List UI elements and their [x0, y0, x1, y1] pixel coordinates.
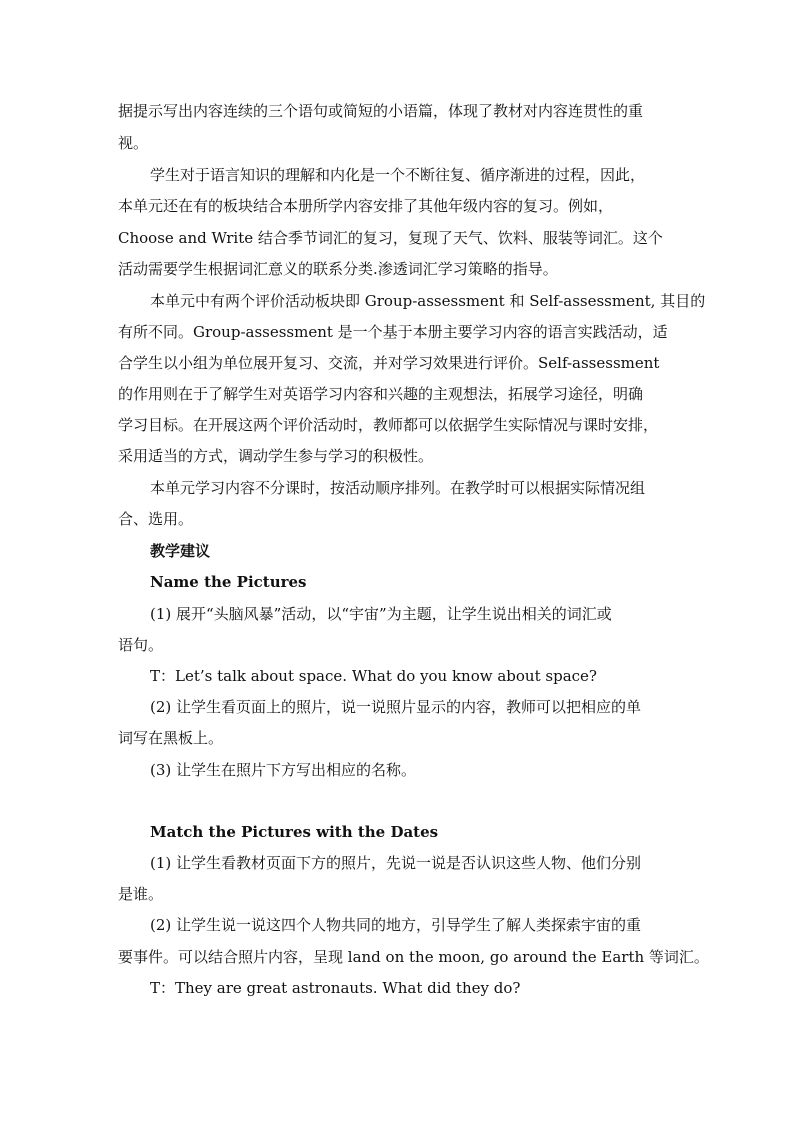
text-line: 学习目标。在开展这两个评价活动时，教师都可以依据学生实际情况与课时安排，: [118, 416, 659, 434]
subsection-heading: Match the Pictures with the Dates: [150, 823, 439, 841]
text-line: 视。: [118, 134, 149, 152]
text-line: 采用适当的方式，调动学生参与学习的积极性。: [118, 447, 434, 465]
list-item: (2) 让学生说一说这四个人物共同的地方，引导学生了解人类探索宇宙的重: [150, 916, 642, 934]
text-line: 是谁。: [118, 885, 164, 903]
text-line: 合学生以小组为单位展开复习、交流，并对学习效果进行评价。Self-assessment: [118, 354, 660, 372]
paragraph-start: 学生对于语言知识的理解和内化是一个不断往复、循序渐进的过程，因此，: [150, 166, 646, 184]
dialogue-line: T：Let’s talk about space. What do you know about space?: [150, 667, 597, 685]
list-item: (3) 让学生在照片下方写出相应的名称。: [150, 761, 417, 779]
section-heading: 教学建议: [150, 542, 211, 560]
text-line: 本单元还在有的板块结合本册所学内容安排了其他年级内容的复习。例如，: [118, 197, 614, 215]
text-line: 词写在黑板上。: [118, 729, 224, 747]
text-line: 语句。: [118, 636, 164, 654]
list-item: (1) 展开“头脑风暴”活动，以“宇宙”为主题，让学生说出相关的词汇或: [150, 605, 612, 623]
text-line: Choose and Write 结合季节词汇的复习，复现了天气、饮料、服装等词汇。这个: [118, 229, 663, 247]
paragraph-start: 本单元中有两个评价活动板块即 Group-assessment 和 Self-assessment, 其目的: [150, 292, 706, 310]
subsection-heading: Name the Pictures: [150, 573, 307, 591]
paragraph-start: 本单元学习内容不分课时，按活动顺序排列。在教学时可以根据实际情况组: [150, 479, 646, 497]
text-line: 有所不同。Group-assessment 是一个基于本册主要学习内容的语言实践活动，适: [118, 323, 668, 341]
text-line: 要事件。可以结合照片内容，呈现 land on the moon, go around the Earth 等词汇。: [118, 948, 709, 966]
list-item: (1) 让学生看教材页面下方的照片，先说一说是否认识这些人物、他们分别: [150, 854, 642, 872]
text-line: 活动需要学生根据词汇意义的联系分类.渗透词汇学习策略的指导。: [118, 260, 558, 278]
text-line: 据提示写出内容连续的三个语句或简短的小语篇，体现了教材对内容连贯性的重: [118, 102, 644, 120]
dialogue-line: T：They are great astronauts. What did they do?: [150, 979, 521, 997]
text-line: 合、选用。: [118, 510, 194, 528]
list-item: (2) 让学生看页面上的照片，说一说照片显示的内容，教师可以把相应的单: [150, 698, 642, 716]
text-line: 的作用则在于了解学生对英语学习内容和兴趣的主观想法，拓展学习途径，明确: [118, 385, 644, 403]
